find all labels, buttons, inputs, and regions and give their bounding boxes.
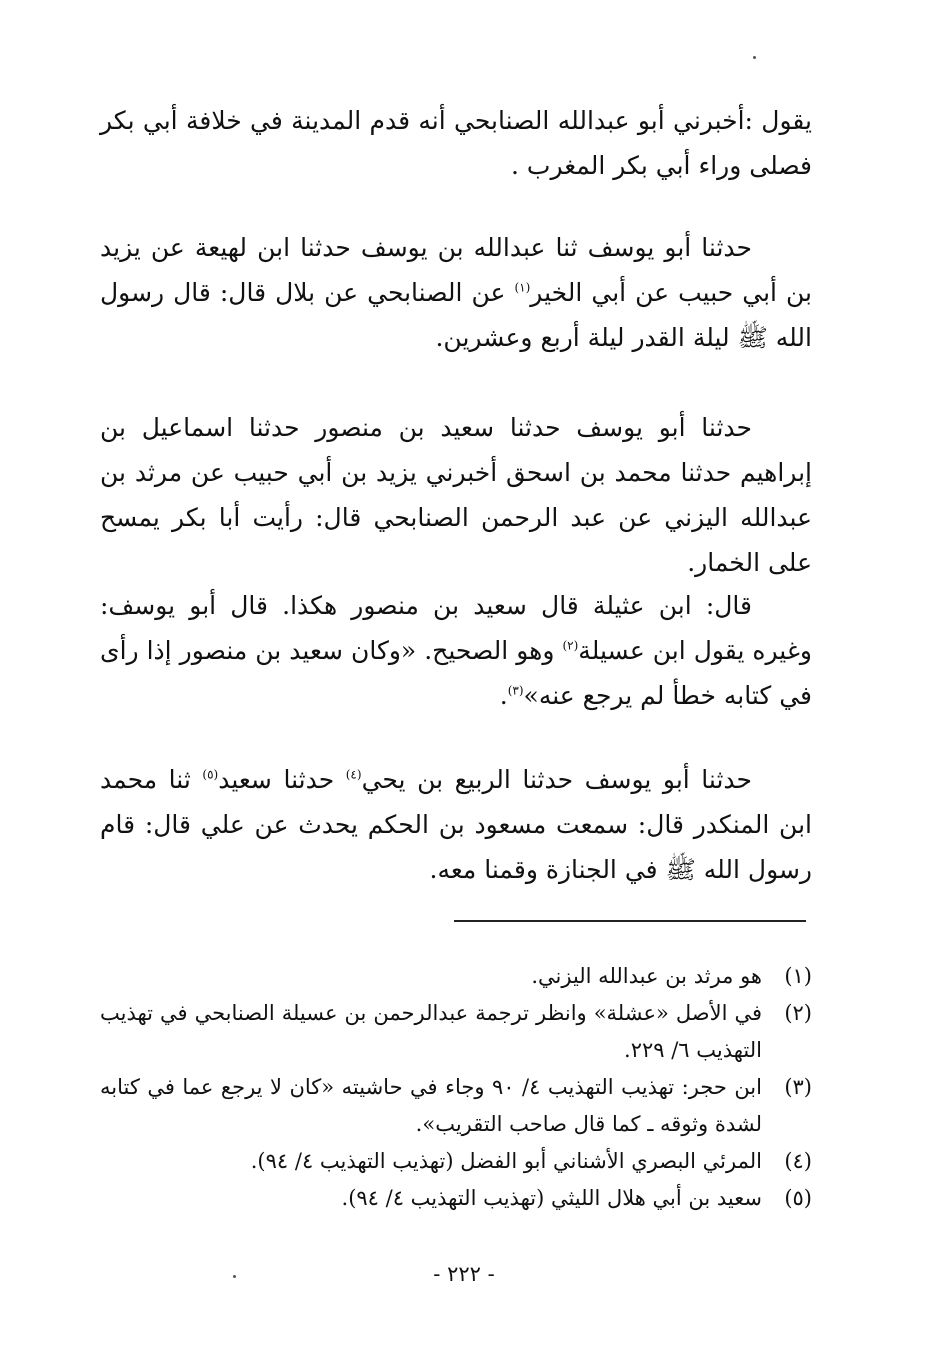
footnote-number: (٣) [784,1075,812,1099]
paragraph-3 [100,405,812,585]
scan-speck [233,1275,236,1278]
paragraph-5-text-mid: حدثنا سعيد [218,765,346,794]
footnote-4 [100,1143,812,1180]
footnote-ref-1: (١) [514,280,531,295]
paragraph-4-text-mid: وهو الصحيح. «وكان سعيد بن منصور إذا رأى في كتابه خطأ لم يرجع عنه» [100,636,812,710]
paragraph-5 [100,757,812,892]
footnotes [100,958,812,1217]
footnote-text: سعيد بن أبي هلال الليثي (تهذيب التهذيب ٤/ ٩٤). [341,1186,762,1210]
footnote-ref-4: (٤) [345,767,362,782]
footnote-5 [100,1180,812,1217]
paragraph-2-text-rest: عن الصنابحي عن بلال قال: قال رسول الله ﷺ ليلة القدر ليلة أربع وعشرين. [100,278,812,352]
paragraph-4 [100,583,812,718]
footnote-ref-2: (٢) [562,638,579,653]
page-number: - ٢٢٢ - [433,1262,495,1286]
footnote-ref-3: (٣) [507,683,524,698]
footnote-number: (٤) [784,1149,812,1173]
footnote-number: (١) [784,964,812,988]
footnote-text: المرئي البصري الأشناني أبو الفضل (تهذيب التهذيب ٤/ ٩٤). [250,1149,762,1173]
paragraph-4-text: قال: ابن عثيلة قال سعيد بن منصور هكذا. قال أبو يوسف: وغيره يقول ابن عسيلة [100,591,812,665]
scan-speck [753,56,756,59]
footnote-text: هو مرثد بن عبدالله اليزني. [531,964,762,988]
footnote-text: في الأصل «عشلة» وانظر ترجمة عبدالرحمن بن عسيلة الصنابحي في تهذيب التهذيب ٦/ ٢٢٩. [100,1001,762,1062]
paragraph-2 [100,225,812,360]
footnote-2 [100,995,812,1069]
footnote-1 [100,958,812,995]
footnote-separator [454,920,806,922]
footnote-3 [100,1069,812,1143]
paragraph-2-text: حدثنا أبو يوسف ثنا عبدالله بن يوسف حدثنا ابن لهيعة عن يزيد بن أبي حبيب عن أبي الخير [100,233,812,307]
footnote-text: ابن حجر: تهذيب التهذيب ٤/ ٩٠ وجاء في حاشيته «كان لا يرجع عما في كتابه لشدة وثوقه ـ كما قال صاحب التقريب». [100,1075,762,1136]
paragraph-4-text-end: . [499,681,508,710]
paragraph-1-text: يقول :أخبرني أبو عبدالله الصنابحي أنه قدم المدينة في خلافة أبي بكر فصلى وراء أبي بكر المغرب . [100,106,812,180]
footnote-ref-5: (٥) [202,767,219,782]
paragraph-3-text: حدثنا أبو يوسف حدثنا سعيد بن منصور حدثنا اسماعيل بن إبراهيم حدثنا محمد بن اسحق أخبرني يزيد بن أبي حبيب عن مرثد بن عبدالله اليزني عن عبد الرحمن الصنابحي قال: رأيت أبا بكر يمسح على الخمار. [100,413,812,577]
paragraph-1 [100,98,812,188]
paragraph-5-text: حدثنا أبو يوسف حدثنا الربيع بن يحي [361,765,752,794]
footnote-number: (٢) [784,1001,812,1025]
paragraph-5-text-rest: ثنا محمد ابن المنكدر قال: سمعت مسعود بن الحكم يحدث عن علي قال: قام رسول الله ﷺ في الجنازة وقمنا معه. [100,765,812,884]
footnote-number: (٥) [784,1186,812,1210]
